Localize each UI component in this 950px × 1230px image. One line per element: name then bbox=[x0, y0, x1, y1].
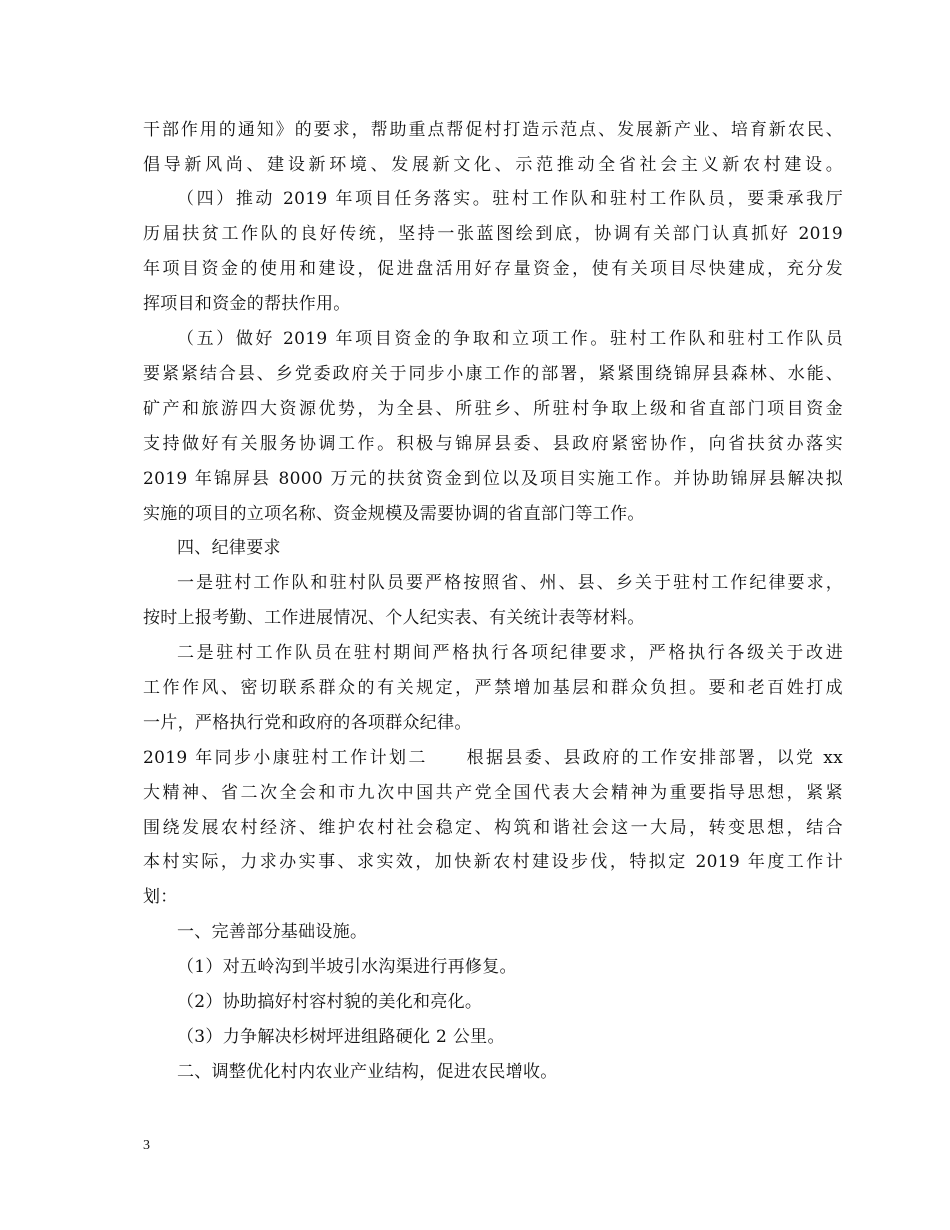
text-line: 挥项目和资金的帮扶作用。 bbox=[143, 294, 351, 314]
text-line: 年项目资金的使用和建设，促进盘活用好存量资金，使有关项目尽快建成，充分发 bbox=[143, 259, 843, 279]
text-line: 要紧紧结合县、乡党委政府关于同步小康工作的部署，紧紧围绕锦屏县森林、水能、 bbox=[143, 364, 843, 384]
list-item: （1）对五岭沟到半坡引水沟渠进行再修复。 bbox=[177, 957, 517, 977]
text-line: 大精神、省二次全会和市九次中国共产党全国代表大会精神为重要指导思想，紧紧 bbox=[143, 783, 843, 803]
text-line: 围绕发展农村经济、维护农村社会稳定、构筑和谐社会这一大局，转变思想，结合 bbox=[143, 818, 843, 838]
section-heading: 二、调整优化村内农业产业结构，促进农民增收。 bbox=[177, 1062, 558, 1082]
text-line: 支持做好有关服务协调工作。积极与锦屏县委、县政府紧密协作，向省扶贫办落实 bbox=[143, 434, 843, 454]
text-line: 2019 年锦屏县 8000 万元的扶贫资金到位以及项目实施工作。并协助锦屏县解决拟 bbox=[143, 469, 843, 489]
text-line: 实施的项目的立项名称、资金规模及需要协调的省直部门等工作。 bbox=[143, 504, 645, 524]
text-line: 本村实际，力求办实事、求实效，加快新农村建设步伐，特拟定 2019 年度工作计 bbox=[143, 852, 843, 872]
text-line: 矿产和旅游四大资源优势，为全县、所驻乡、所驻村争取上级和省直部门项目资金 bbox=[143, 399, 843, 419]
text-line: 划： bbox=[143, 887, 178, 907]
section-heading: 四、纪律要求 bbox=[177, 538, 281, 558]
list-item: （2）协助搞好村容村貌的美化和亮化。 bbox=[177, 992, 483, 1012]
paragraph-first-line: 一是驻村工作队和驻村队员要严格按照省、州、县、乡关于驻村工作纪律要求， bbox=[177, 573, 843, 593]
text-line: 干部作用的通知》的要求，帮助重点帮促村打造示范点、发展新产业、培育新农民、 bbox=[143, 120, 843, 140]
text-line: 按时上报考勤、工作进展情况、个人纪实表、有关统计表等材料。 bbox=[143, 608, 645, 628]
page-number: 3 bbox=[143, 1138, 150, 1153]
list-item: （3）力争解决杉树坪进组路硬化 2 公里。 bbox=[177, 1027, 505, 1047]
paragraph-first-line: 二是驻村工作队员在驻村期间严格执行各项纪律要求，严格执行各级关于改进 bbox=[177, 643, 843, 663]
section-heading: 一、完善部分基础设施。 bbox=[177, 922, 368, 942]
paragraph-first-line: （五）做好 2019 年项目资金的争取和立项工作。驻村工作队和驻村工作队员 bbox=[177, 329, 843, 349]
paragraph-first-line: （四）推动 2019 年项目任务落实。驻村工作队和驻村工作队员，要秉承我厅 bbox=[177, 189, 843, 209]
text-line: 历届扶贫工作队的良好传统，坚持一张蓝图绘到底，协调有关部门认真抓好 2019 bbox=[143, 224, 843, 244]
text-line: 2019 年同步小康驻村工作计划二 根据县委、县政府的工作安排部署，以党 xx bbox=[143, 748, 843, 768]
text-line: 倡导新风尚、建设新环境、发展新文化、示范推动全省社会主义新农村建设。 bbox=[143, 155, 843, 175]
text-line: 工作作风、密切联系群众的有关规定，严禁增加基层和群众负担。要和老百姓打成 bbox=[143, 678, 843, 698]
text-line: 一片，严格执行党和政府的各项群众纪律。 bbox=[143, 713, 472, 733]
